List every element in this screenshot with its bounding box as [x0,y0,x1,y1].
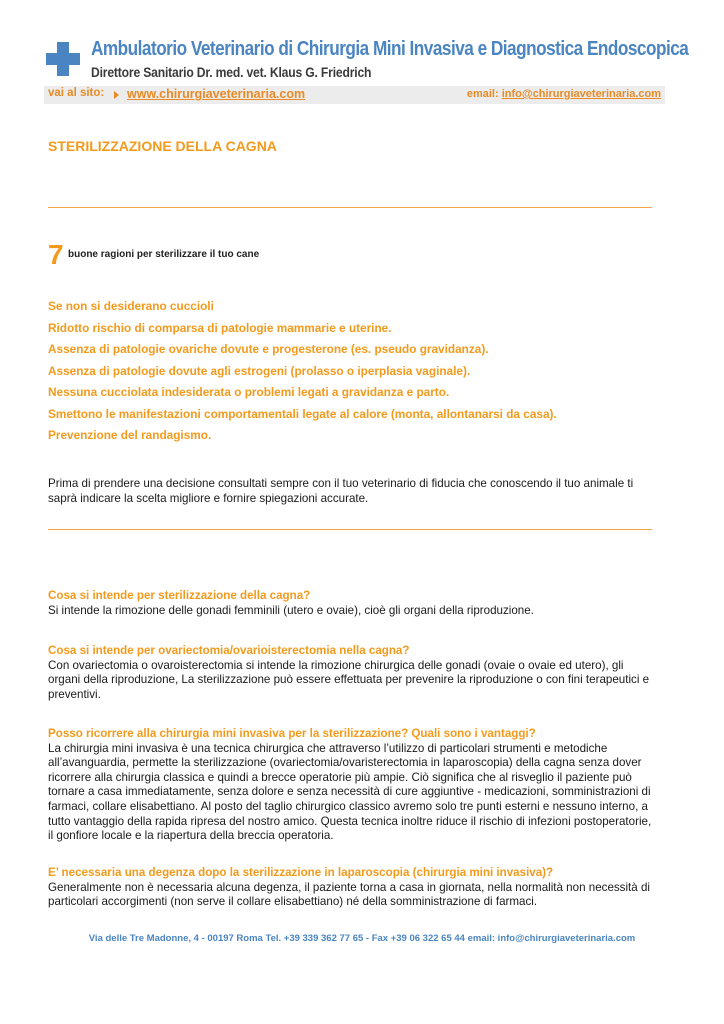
faq-question: Cosa si intende per ovariectomia/ovarioisterectomia nella cagna? [48,644,410,657]
email-link[interactable]: info@chirurgiaveterinaria.com [501,88,661,100]
faq-question: E’ necessaria una degenza dopo la sterilizzazione in laparoscopia (chirurgia mini invasiva)? [48,866,554,879]
divider [48,529,652,530]
faq-answer: Si intende la rimozione delle gonadi femminili (utero e ovaie), cioè gli organi della riproduzione. [48,603,534,617]
faq-question: Cosa si intende per sterilizzazione della cagna? [48,589,311,602]
arrow-right-icon [114,91,119,99]
site-label: vai al sito: [48,87,105,99]
divider [48,207,652,208]
reason-item: Assenza di patologie ovariche dovute e progesterone (es. pseudo gravidanza). [48,342,489,356]
reasons-intro-text: buone ragioni per sterilizzare il tuo cane [68,249,260,260]
reasons-number: 7 [48,239,64,270]
reasons-list [48,298,557,449]
site-link-bar [44,86,665,104]
reason-item: Smettono le manifestazioni comportamentali legate al calore (monta, allontanarsi da casa). [48,406,557,421]
clinic-title: Ambulatorio Veterinario di Chirurgia Mini Invasiva e Diagnostica Endoscopica [91,38,689,60]
clinic-director: Direttore Sanitario Dr. med. vet. Klaus G. Friedrich [91,65,372,80]
website-link[interactable]: www.chirurgiaveterinaria.com [127,87,306,101]
faq-question: Posso ricorrere alla chirurgia mini invasiva per la sterilizzazione? Quali sono i vantaggi? [48,727,536,740]
email-label: email: [466,88,499,100]
faq-item [48,866,658,910]
advice-paragraph: Prima di prendere una decisione consultati sempre con il tuo veterinario di fiducia che conoscendo il tuo animale ti saprà indicare la scelta migliore e fornire spiegazioni accurate. [48,477,634,505]
reason-item: Se non si desiderano cuccioli [48,299,214,313]
reason-item: Ridotto rischio di comparsa di patologie mammarie e uterine. [48,320,392,335]
reason-item: Assenza di patologie dovute agli estrogeni (prolasso o iperplasia vaginale). [48,363,471,378]
faq-item [48,644,658,702]
reason-item: Prevenzione del randagismo. [48,428,212,442]
reason-item: Nessuna cucciolata indesiderata o problemi legati a gravidanza e parto. [48,385,450,399]
footer-contact: Via delle Tre Madonne, 4 - 00197 Roma Tel. +39 339 362 77 65 - Fax +39 06 322 65 44 email: info@chirurgiaveterinaria.com [88,933,636,944]
faq-answer: La chirurgia mini invasiva è una tecnica chirurgica che attraverso l’utilizzo di particolari strumenti e metodiche all’avanguardia, permette la sterilizzazione (ovariectomia/ovaristerectomia in laparoscopia) della cagna senza dover ricorrere alla chirurgia classica e quindi a brecce operatorie più ampie. Ciò significa che al risveglio il paziente può tornare a casa immediatamente, senza dolore e senza necessità di cure aggiuntive - medicazioni, somministrazioni di farmaci, collare elisabettiano. Al posto del taglio chirurgico classico avremo solo tre punti esterni e nessuno interno, a tutto vantaggio della rapida ripresa del nostro amico. Questa tecnica inoltre riduce il rischio di infezioni postoperatorie, il gonfiore locale e la riapertura della breccia operatoria. [48,741,652,843]
faq-item [48,589,658,618]
faq-answer: Con ovariectomia o ovaroisterectomia si intende la rimozione chirurgica delle gonadi (ovaie o ovaie ed utero), gli organi della riproduzione, La sterilizzazione può essere effettuata per prevenire la riproduzione o con fini terapeutici e preventivi. [48,658,650,701]
page-title: STERILIZZAZIONE DELLA CAGNA [48,138,277,154]
faq-answer: Generalmente non è necessaria alcuna degenza, il paziente torna a casa in giornata, nella normalità non necessità di particolari accorgimenti (non serve il collare elisabettiano) né della somministrazione di farmaci. [48,880,650,909]
medical-cross-logo-icon [46,42,80,76]
header-email [467,88,661,100]
faq-item [48,727,658,844]
